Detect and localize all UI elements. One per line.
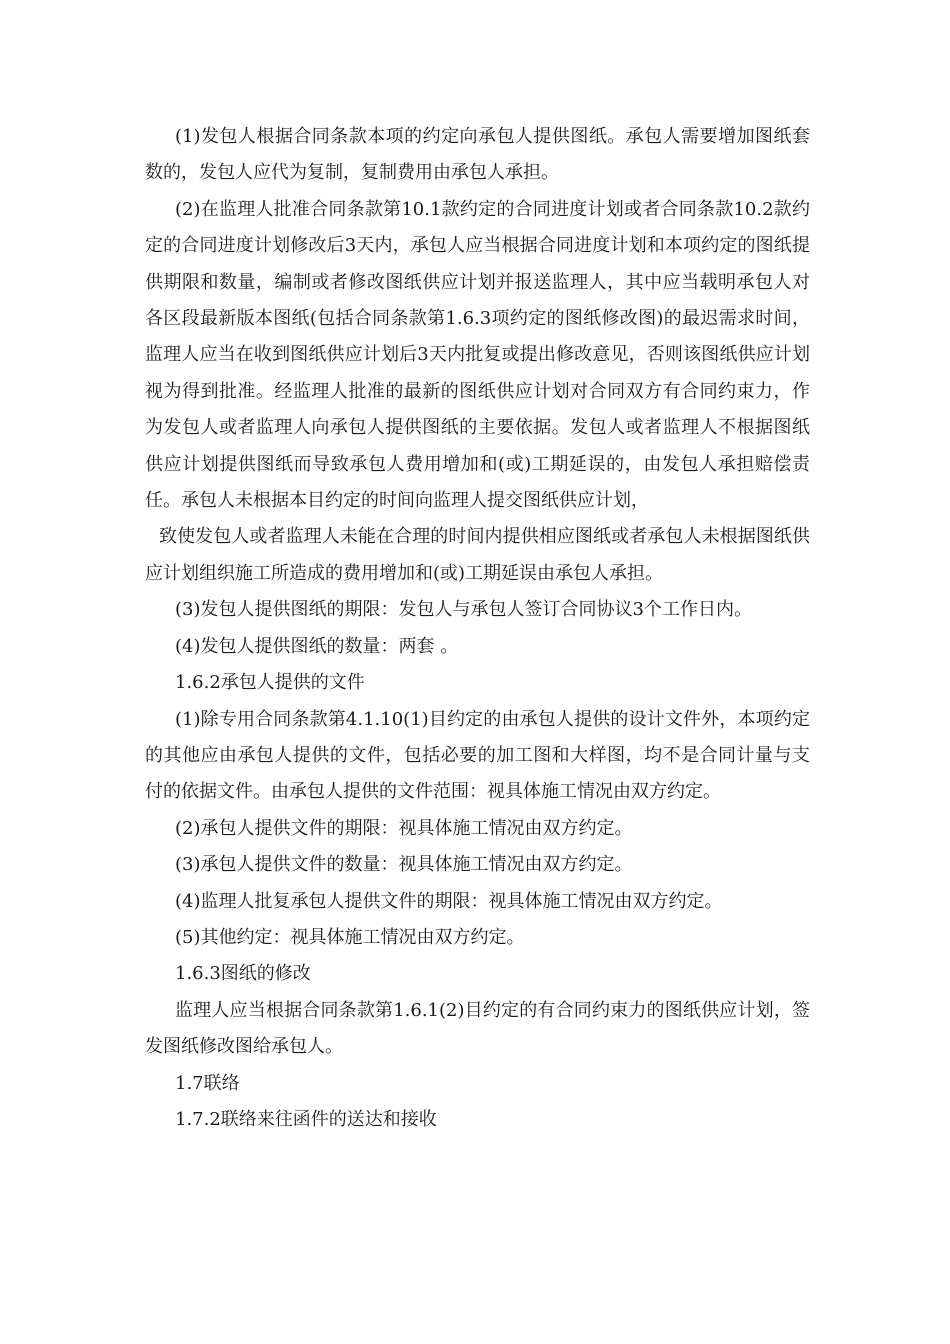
paragraph-drawing-quantity: (4)发包人提供图纸的数量：两套 。 xyxy=(175,635,459,657)
heading-1-7-2: 1.7.2联络来往函件的送达和接收 xyxy=(175,1108,437,1130)
paragraph-contractor-docs-5: (5)其他约定：视具体施工情况由双方约定。 xyxy=(175,926,525,948)
document-body xyxy=(145,119,810,1138)
heading-1-7: 1.7联络 xyxy=(175,1072,240,1094)
paragraph-contractor-docs-2: (2)承包人提供文件的期限：视具体施工情况由双方约定。 xyxy=(175,817,633,839)
paragraph-drawing-deadline: (3)发包人提供图纸的期限：发包人与承包人签订合同协议3个工作日内。 xyxy=(175,599,752,621)
paragraph-drawing-provision-2-continued: 致使发包人或者监理人未能在合理的时间内提供相应图纸或者承包人未根据图纸供应计划组织施工所造成的费用增加和(或)工期延误由承包人承担。 xyxy=(145,526,810,584)
paragraph-contractor-docs-4: (4)监理人批复承包人提供文件的期限：视具体施工情况由双方约定。 xyxy=(175,890,723,912)
heading-1-6-3: 1.6.3图纸的修改 xyxy=(175,963,311,985)
heading-1-6-2: 1.6.2承包人提供的文件 xyxy=(175,672,365,694)
paragraph-drawing-provision-2: (2)在监理人批准合同条款第10.1款约定的合同进度计划或者合同条款10.2款约定的合同进度计划修改后3天内，承包人应当根据合同进度计划和本项约定的图纸提供期限和数量，编制或者修改图纸供应计划并报送监理人，其中应当载明承包人对各区段最新版本图纸(包括合同条款第1.6.3项约定的图纸修改图)的最迟需求时间，监理人应当在收到图纸供应计划后3天内批复或提出修改意见，否则该图纸供应计划视为得到批准。经监理人批准的最新的图纸供应计划对合同双方有合同约束力，作为发包人或者监理人向承包人提供图纸的主要依据。发包人或者监理人不根据图纸供应计划提供图纸而导致承包人费用增加和(或)工期延误的，由发包人承担赔偿责任。承包人未根据本目约定的时间向监理人提交图纸供应计划， xyxy=(145,198,810,512)
paragraph-contractor-docs-1: (1)除专用合同条款第4.1.10(1)目约定的由承包人提供的设计文件外，本项约定的其他应由承包人提供的文件，包括必要的加工图和大样图，均不是合同计量与支付的依据文件。由承包人提供的文件范围：视具体施工情况由双方约定。 xyxy=(145,708,810,803)
paragraph-drawing-revision: 监理人应当根据合同条款第1.6.1(2)目约定的有合同约束力的图纸供应计划，签发图纸修改图给承包人。 xyxy=(145,999,810,1058)
paragraph-contractor-docs-3: (3)承包人提供文件的数量：视具体施工情况由双方约定。 xyxy=(175,854,633,876)
paragraph-drawing-provision-1: (1)发包人根据合同条款本项的约定向承包人提供图纸。承包人需要增加图纸套数的，发包人应代为复制，复制费用由承包人承担。 xyxy=(145,126,810,184)
